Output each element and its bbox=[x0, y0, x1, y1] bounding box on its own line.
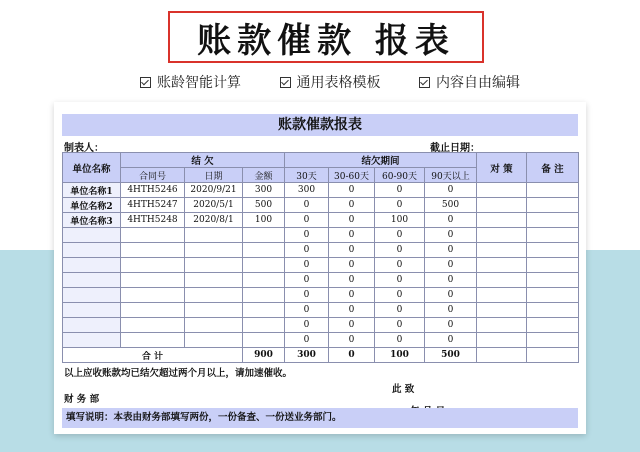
feature-label: 通用表格模板 bbox=[296, 75, 381, 91]
table-cell: 0 bbox=[425, 288, 477, 303]
table-cell: 0 bbox=[375, 288, 425, 303]
table-cell: 0 bbox=[285, 273, 329, 288]
arrears-header: 结 欠 bbox=[121, 153, 285, 168]
period-header: 结欠期间 bbox=[285, 153, 477, 168]
table-cell bbox=[477, 243, 527, 258]
table-cell: 单位名称1 bbox=[63, 183, 121, 198]
table-cell bbox=[185, 258, 243, 273]
table-cell: 0 bbox=[375, 198, 425, 213]
table-cell: 0 bbox=[285, 213, 329, 228]
table-cell: 0 bbox=[329, 243, 375, 258]
table-cell: 0 bbox=[285, 288, 329, 303]
report-sheet bbox=[54, 102, 586, 434]
salute-line bbox=[62, 381, 578, 405]
table-cell bbox=[63, 243, 121, 258]
table-cell: 0 bbox=[375, 273, 425, 288]
table-cell bbox=[185, 288, 243, 303]
table-cell bbox=[121, 333, 185, 348]
unit-header: 单位名称 bbox=[63, 153, 121, 183]
total-amount: 900 bbox=[243, 348, 285, 363]
table-cell: 0 bbox=[285, 243, 329, 258]
table-cell bbox=[527, 273, 579, 288]
table-cell bbox=[527, 318, 579, 333]
cutoff-date-label: 截止日期： bbox=[430, 143, 480, 154]
table-row bbox=[63, 288, 579, 303]
amount-header: 金额 bbox=[243, 168, 285, 183]
table-cell: 2020/8/1 bbox=[185, 213, 243, 228]
report-table bbox=[62, 152, 579, 363]
checkbox-icon bbox=[140, 77, 151, 88]
table-cell: 0 bbox=[329, 198, 375, 213]
table-cell bbox=[477, 303, 527, 318]
table-cell bbox=[185, 318, 243, 333]
table-cell: 单位名称2 bbox=[63, 198, 121, 213]
table-body bbox=[63, 183, 579, 348]
table-cell bbox=[477, 288, 527, 303]
total-d30-60: 0 bbox=[329, 348, 375, 363]
table-cell bbox=[527, 183, 579, 198]
table-cell: 0 bbox=[375, 318, 425, 333]
table-cell: 0 bbox=[425, 228, 477, 243]
table-cell bbox=[527, 243, 579, 258]
checkbox-icon bbox=[280, 77, 291, 88]
table-cell: 0 bbox=[425, 333, 477, 348]
feature-list bbox=[140, 72, 520, 92]
table-cell bbox=[63, 288, 121, 303]
checkbox-icon bbox=[419, 77, 430, 88]
banner-title-box bbox=[168, 11, 484, 63]
table-cell: 0 bbox=[425, 258, 477, 273]
d60-90-header: 60-90天 bbox=[375, 168, 425, 183]
table-cell bbox=[477, 273, 527, 288]
note-text: 以上应收账款均已结欠超过两个月以上，请加速催收。 bbox=[64, 368, 293, 379]
table-cell bbox=[527, 333, 579, 348]
table-cell bbox=[243, 303, 285, 318]
feature-label: 账龄智能计算 bbox=[157, 75, 241, 91]
table-cell bbox=[63, 273, 121, 288]
meta-row bbox=[62, 136, 578, 152]
table-cell: 0 bbox=[329, 318, 375, 333]
table-cell: 0 bbox=[425, 243, 477, 258]
feature-item bbox=[140, 72, 241, 92]
salute-text: 此 致 bbox=[392, 384, 415, 395]
contract-header: 合同号 bbox=[121, 168, 185, 183]
table-cell bbox=[185, 228, 243, 243]
check-header: 对 策 bbox=[477, 153, 527, 183]
table-cell: 0 bbox=[375, 303, 425, 318]
table-cell bbox=[477, 183, 527, 198]
feature-item bbox=[280, 72, 381, 92]
table-cell: 单位名称3 bbox=[63, 213, 121, 228]
table-cell bbox=[477, 333, 527, 348]
table-cell: 0 bbox=[285, 318, 329, 333]
table-cell: 500 bbox=[425, 198, 477, 213]
table-cell bbox=[121, 318, 185, 333]
table-cell: 0 bbox=[375, 258, 425, 273]
table-cell: 0 bbox=[375, 333, 425, 348]
banner-title: 账款催款 报表 bbox=[197, 20, 455, 61]
table-cell bbox=[243, 228, 285, 243]
table-cell: 0 bbox=[425, 318, 477, 333]
table-row bbox=[63, 213, 579, 228]
table-cell: 0 bbox=[329, 258, 375, 273]
table-row bbox=[63, 303, 579, 318]
table-cell: 0 bbox=[329, 228, 375, 243]
table-cell: 0 bbox=[285, 258, 329, 273]
table-cell: 0 bbox=[285, 228, 329, 243]
feature-item bbox=[419, 72, 520, 92]
footer-note: 填写说明：本表由财务部填写两份，一份备查、一份送业务部门。 bbox=[62, 408, 578, 428]
table-cell bbox=[243, 258, 285, 273]
table-cell: 0 bbox=[329, 273, 375, 288]
table-row bbox=[63, 333, 579, 348]
table-cell bbox=[185, 303, 243, 318]
report-body bbox=[62, 114, 578, 417]
report-title: 账款催款报表 bbox=[62, 114, 578, 136]
total-label: 合 计 bbox=[63, 348, 243, 363]
table-cell bbox=[527, 228, 579, 243]
note-line bbox=[62, 363, 578, 381]
table-cell: 0 bbox=[425, 213, 477, 228]
total-d60-90: 100 bbox=[375, 348, 425, 363]
table-row bbox=[63, 198, 579, 213]
table-cell: 0 bbox=[425, 183, 477, 198]
table-cell bbox=[121, 303, 185, 318]
total-d90: 500 bbox=[425, 348, 477, 363]
table-row bbox=[63, 258, 579, 273]
table-cell: 0 bbox=[425, 303, 477, 318]
table-cell: 300 bbox=[243, 183, 285, 198]
table-cell bbox=[63, 228, 121, 243]
remark-header: 备 注 bbox=[527, 153, 579, 183]
table-cell bbox=[63, 318, 121, 333]
table-cell: 0 bbox=[375, 183, 425, 198]
feature-label: 内容自由编辑 bbox=[436, 75, 520, 91]
table-cell bbox=[121, 273, 185, 288]
table-cell: 4HTH5248 bbox=[121, 213, 185, 228]
table-cell: 100 bbox=[243, 213, 285, 228]
table-row bbox=[63, 228, 579, 243]
table-cell bbox=[527, 288, 579, 303]
table-cell bbox=[121, 228, 185, 243]
header-row-1 bbox=[63, 153, 579, 168]
d90-header: 90天以上 bbox=[425, 168, 477, 183]
table-cell bbox=[63, 303, 121, 318]
table-cell: 500 bbox=[243, 198, 285, 213]
dept-text: 财 务 部 bbox=[64, 394, 100, 405]
d30-60-header: 30-60天 bbox=[329, 168, 375, 183]
table-cell bbox=[121, 243, 185, 258]
table-cell: 0 bbox=[329, 303, 375, 318]
table-row bbox=[63, 183, 579, 198]
table-cell bbox=[185, 273, 243, 288]
table-cell: 0 bbox=[329, 333, 375, 348]
total-check bbox=[477, 348, 527, 363]
table-cell: 0 bbox=[285, 333, 329, 348]
table-cell bbox=[63, 258, 121, 273]
table-cell bbox=[527, 258, 579, 273]
table-cell bbox=[63, 333, 121, 348]
table-cell: 4HTH5246 bbox=[121, 183, 185, 198]
total-row bbox=[63, 348, 579, 363]
total-remark bbox=[527, 348, 579, 363]
table-cell bbox=[243, 243, 285, 258]
table-cell: 0 bbox=[329, 213, 375, 228]
table-cell bbox=[243, 333, 285, 348]
table-cell bbox=[527, 198, 579, 213]
table-cell bbox=[185, 333, 243, 348]
table-cell bbox=[243, 288, 285, 303]
table-cell: 4HTH5247 bbox=[121, 198, 185, 213]
table-row bbox=[63, 273, 579, 288]
table-cell bbox=[477, 198, 527, 213]
table-cell: 0 bbox=[425, 273, 477, 288]
table-cell: 0 bbox=[329, 183, 375, 198]
table-cell bbox=[243, 318, 285, 333]
maker-label: 制表人： bbox=[64, 143, 104, 154]
table-cell bbox=[121, 288, 185, 303]
table-cell: 0 bbox=[375, 243, 425, 258]
table-cell: 2020/9/21 bbox=[185, 183, 243, 198]
table-cell: 0 bbox=[329, 288, 375, 303]
table-cell: 300 bbox=[285, 183, 329, 198]
table-cell bbox=[527, 213, 579, 228]
table-cell: 0 bbox=[285, 303, 329, 318]
table-row bbox=[63, 243, 579, 258]
table-cell bbox=[477, 258, 527, 273]
table-cell bbox=[121, 258, 185, 273]
table-cell bbox=[527, 303, 579, 318]
date-header: 日期 bbox=[185, 168, 243, 183]
table-cell bbox=[243, 273, 285, 288]
table-cell bbox=[477, 213, 527, 228]
table-cell: 0 bbox=[285, 198, 329, 213]
table-cell: 100 bbox=[375, 213, 425, 228]
table-cell bbox=[185, 243, 243, 258]
d30-header: 30天 bbox=[285, 168, 329, 183]
table-cell: 0 bbox=[375, 228, 425, 243]
table-cell: 2020/5/1 bbox=[185, 198, 243, 213]
table-cell bbox=[477, 318, 527, 333]
table-row bbox=[63, 318, 579, 333]
table-cell bbox=[477, 228, 527, 243]
total-d30: 300 bbox=[285, 348, 329, 363]
